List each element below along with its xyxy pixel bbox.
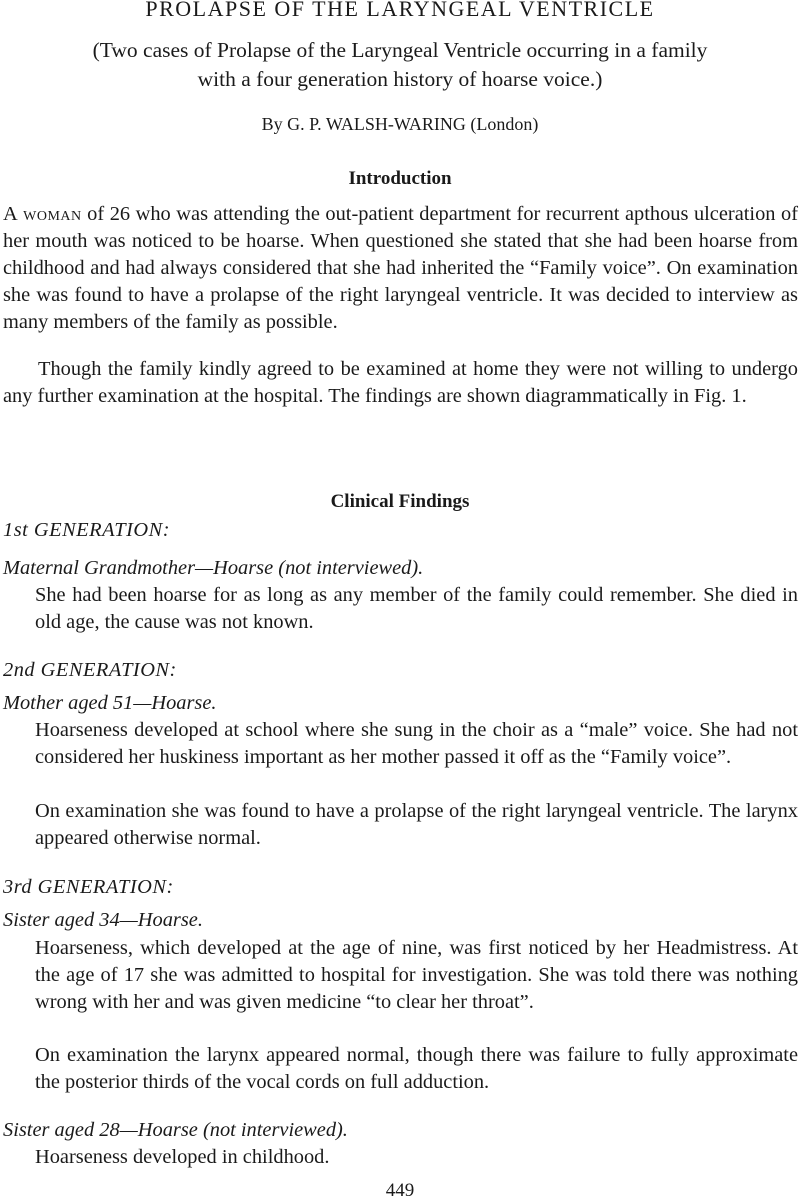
generation-2-label: 2nd GENERATION: (3, 659, 177, 681)
sister-28-note: (not interviewed). (202, 1119, 348, 1141)
sister-28-description: Hoarseness developed in childhood. (35, 1146, 330, 1168)
sister-34-description-2: On examination the larynx appeared normal, though there was failure to fully approximate the posterior thirds of the vocal cords on full adduction. (35, 1044, 798, 1093)
sister-28-label: Sister aged 28—Hoarse (3, 1119, 198, 1141)
page-number: 449 (385, 1180, 415, 1201)
grandmother-note: (not interviewed). (278, 557, 424, 579)
mother-description-1: Hoarseness developed at school where she sung in the choir as a “male” voice. She had not considered her huskiness important as her mother passed it off as the “Family voice”. (35, 719, 798, 768)
subtitle-line-2: with a four generation history of hoarse voice.) (197, 67, 603, 91)
author-name: By G. P. WALSH-WARING (261, 114, 466, 134)
clinical-findings-heading: Clinical Findings (330, 491, 470, 512)
intro-lead-word: A woman (3, 203, 82, 225)
sister-28-person (3, 1117, 348, 1144)
introduction-heading: Introduction (348, 168, 452, 189)
article-title: PROLAPSE OF THE LARYNGEAL VENTRICLE (145, 0, 655, 21)
sister-34-label: Sister aged 34—Hoarse. (3, 909, 203, 931)
sister-34-description-1: Hoarseness, which developed at the age of nine, was first noticed by her Headmistress. At the age of 17 she was admitted to hospital for investigation. She was told there was nothing wrong with her and was given medicine “to clear her throat”. (35, 937, 798, 1013)
introduction-paragraph-1 (3, 201, 798, 336)
subtitle-line-1: (Two cases of Prolapse of the Laryngeal Ventricle occurring in a family (92, 38, 708, 62)
mother-label: Mother aged 51—Hoarse. (3, 692, 217, 714)
intro-paragraph-1-text: of 26 who was attending the out-patient department for recurrent apthous ulceration of her mouth was noticed to be hoarse. When questioned she stated that she had been hoarse from childhood and had always considered that she had inherited the “Family voice”. On examination she was found to have a prolapse of the right laryngeal ventricle. It was decided to interview as many members of the family as possible. (3, 203, 798, 333)
mother-description-2: On examination she was found to have a prolapse of the right laryngeal ventricle. The larynx appeared otherwise normal. (35, 800, 798, 849)
author-location: (London) (470, 114, 539, 134)
generation-1-label: 1st GENERATION: (3, 519, 171, 541)
introduction-paragraph-2: Though the family kindly agreed to be examined at home they were not willing to undergo any further examination at the hospital. The findings are shown diagrammatically in Fig. 1. (3, 358, 798, 407)
article-subtitle (0, 36, 800, 94)
author-byline (0, 112, 800, 136)
grandmother-label: Maternal Grandmother—Hoarse (3, 557, 274, 579)
generation-1-person (3, 555, 423, 582)
grandmother-description: She had been hoarse for as long as any member of the family could remember. She died in old age, the cause was not known. (35, 584, 798, 633)
generation-3-label: 3rd GENERATION: (3, 876, 174, 898)
